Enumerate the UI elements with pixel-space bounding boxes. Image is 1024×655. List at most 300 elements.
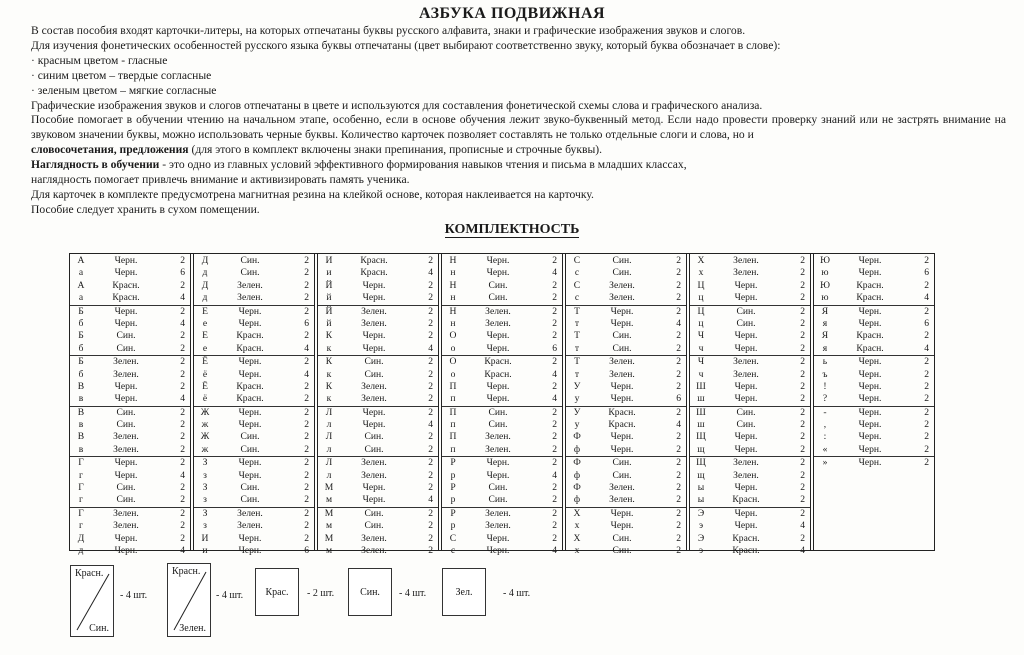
color-cell: Черн. xyxy=(486,532,510,544)
table-row xyxy=(318,482,438,494)
count-cell: 6 xyxy=(304,544,309,556)
letter-cell: Е xyxy=(202,330,208,342)
count-cell: 2 xyxy=(800,393,805,405)
letter-cell: х xyxy=(698,267,704,279)
color-cell: Син. xyxy=(612,255,632,266)
color-cell: Син. xyxy=(736,419,756,431)
table-row xyxy=(194,369,314,381)
count-cell: 4 xyxy=(552,267,557,279)
count-cell: 2 xyxy=(924,406,929,418)
color-cell: Черн. xyxy=(734,482,758,494)
letter-cell: П xyxy=(449,431,457,443)
count-cell: 2 xyxy=(304,443,309,455)
letter-cell: ё xyxy=(202,393,208,405)
table-row xyxy=(566,255,686,267)
count-cell: 2 xyxy=(304,469,309,481)
letter-cell: и xyxy=(326,267,332,279)
table-row xyxy=(318,533,438,545)
table-row xyxy=(70,533,190,545)
color-cell: Син. xyxy=(612,342,632,354)
letter-cell: б xyxy=(78,368,84,380)
color-cell: Зелен. xyxy=(113,507,139,519)
count-cell: 2 xyxy=(180,380,185,392)
count-cell: 4 xyxy=(180,544,185,556)
letter-cell: Ф xyxy=(573,457,581,469)
table-row xyxy=(690,520,810,532)
table-row xyxy=(70,330,190,342)
table-row xyxy=(70,355,190,368)
count-cell: 2 xyxy=(304,393,309,405)
intro-line: · зеленым цветом – мягкие согласные xyxy=(31,83,217,97)
letter-cell: з xyxy=(203,520,207,532)
table-column xyxy=(442,254,566,556)
table-row xyxy=(318,267,438,279)
letter-cell: О xyxy=(449,330,457,342)
table-row xyxy=(814,255,934,267)
table-row xyxy=(690,494,810,506)
color-cell: Черн. xyxy=(610,507,634,519)
color-cell: Красн. xyxy=(112,292,140,304)
table-row xyxy=(194,305,314,318)
letter-cell: Т xyxy=(574,330,580,342)
table-row xyxy=(814,419,934,431)
table-row xyxy=(318,406,438,419)
letter-cell: Р xyxy=(450,507,456,519)
color-cell: Черн. xyxy=(486,544,510,556)
count-cell: 2 xyxy=(552,330,557,342)
count-cell: 4 xyxy=(924,342,929,354)
count-cell: 2 xyxy=(304,406,309,418)
color-cell: Син. xyxy=(240,431,260,443)
count-cell: 2 xyxy=(428,469,433,481)
letter-cell: Ч xyxy=(697,330,705,342)
table-row xyxy=(814,431,934,443)
letter-cell: р xyxy=(450,520,456,532)
table-row xyxy=(566,520,686,532)
color-cell: Син. xyxy=(240,443,260,455)
count-cell: 2 xyxy=(924,305,929,317)
color-cell: Син. xyxy=(116,494,136,506)
count-cell: 2 xyxy=(428,406,433,418)
letter-cell: с xyxy=(574,267,580,279)
color-cell: Красн. xyxy=(608,419,636,431)
color-cell: Черн. xyxy=(734,279,758,291)
letter-cell: И xyxy=(201,532,209,544)
count-cell: 2 xyxy=(924,431,929,443)
card-quantity: - 4 шт. xyxy=(503,588,531,599)
color-cell: Син. xyxy=(488,494,508,506)
color-cell: Зелен. xyxy=(113,431,139,443)
count-cell: 2 xyxy=(428,368,433,380)
count-cell: 2 xyxy=(924,457,929,469)
letter-cell: х xyxy=(574,520,580,532)
table-row xyxy=(690,381,810,393)
count-cell: 4 xyxy=(428,419,433,431)
letter-cell: , xyxy=(823,419,827,431)
color-cell: Черн. xyxy=(858,380,882,392)
letter-cell: к xyxy=(326,368,332,380)
letter-cell: я xyxy=(822,317,828,329)
count-cell: 2 xyxy=(180,356,185,368)
color-cell: Черн. xyxy=(858,267,882,279)
letter-cell: з xyxy=(203,469,207,481)
intro-line: Пособие помогает в обучении чтению на начальном этапе, особенно, если в основе обучения лежит звуко-буквенный метод. Если надо провести проверку знаний или не застрять внимание на звуковом значении буквы, можно использовать черные буквы. Количество карточек позволяет составлять не только отдельные слоги и слова, но и xyxy=(31,113,1006,142)
color-cell: Зелен. xyxy=(609,279,635,291)
color-cell: Черн. xyxy=(858,443,882,455)
color-cell: Син. xyxy=(612,544,632,556)
color-cell: Черн. xyxy=(858,305,882,317)
letter-cell: а xyxy=(78,267,84,279)
table-row xyxy=(70,280,190,292)
color-cell: Зелен. xyxy=(485,317,511,329)
count-cell: 2 xyxy=(304,279,309,291)
color-cell: Черн. xyxy=(734,431,758,443)
table-row xyxy=(194,292,314,304)
letter-cell: И xyxy=(325,255,333,266)
letter-cell: М xyxy=(324,532,334,544)
table-row xyxy=(318,444,438,456)
count-cell: 2 xyxy=(676,267,681,279)
count-cell: 2 xyxy=(180,368,185,380)
color-cell: Черн. xyxy=(486,267,510,279)
color-cell: Красн. xyxy=(856,279,884,291)
color-cell: Зелен. xyxy=(733,368,759,380)
color-cell: Черн. xyxy=(238,356,262,368)
table-row xyxy=(690,545,810,557)
letter-cell: Ж xyxy=(200,406,210,418)
description-text xyxy=(31,24,1006,218)
table-column xyxy=(690,254,814,556)
count-cell: 2 xyxy=(180,482,185,494)
color-cell: Зелен. xyxy=(237,507,263,519)
letter-cell: б xyxy=(78,342,84,354)
table-row xyxy=(70,444,190,456)
count-cell: 4 xyxy=(924,292,929,304)
letter-cell: Р xyxy=(450,482,456,494)
table-row xyxy=(566,406,686,419)
color-cell: Зелен. xyxy=(361,457,387,469)
count-cell: 4 xyxy=(180,292,185,304)
table-row xyxy=(566,318,686,330)
table-row xyxy=(566,482,686,494)
letter-cell: э xyxy=(698,544,704,556)
count-cell: 2 xyxy=(304,419,309,431)
color-cell: Зелен. xyxy=(733,457,759,469)
letter-cell: ? xyxy=(822,393,828,405)
count-cell: 2 xyxy=(676,482,681,494)
table-row xyxy=(690,318,810,330)
card-label: Син. xyxy=(360,586,380,598)
color-cell: Черн. xyxy=(238,469,262,481)
count-cell: 4 xyxy=(552,544,557,556)
count-cell: 2 xyxy=(676,330,681,342)
table-row xyxy=(566,431,686,443)
letter-cell: Э xyxy=(697,532,705,544)
color-cell: Черн. xyxy=(114,317,138,329)
table-row xyxy=(442,369,562,381)
table-row xyxy=(442,255,562,267)
letter-cell: Ё xyxy=(202,356,208,368)
table-row xyxy=(690,280,810,292)
letter-cell: и xyxy=(202,544,208,556)
letter-cell: Ю xyxy=(820,255,830,266)
table-row xyxy=(566,444,686,456)
letter-cell: Ё xyxy=(202,380,208,392)
color-cell: Син. xyxy=(612,457,632,469)
table-row xyxy=(318,318,438,330)
letter-cell: ч xyxy=(698,342,704,354)
count-cell: 2 xyxy=(304,255,309,266)
color-cell: Красн. xyxy=(484,368,512,380)
letter-cell: Т xyxy=(574,305,580,317)
letter-cell: т xyxy=(574,368,580,380)
table-row xyxy=(194,330,314,342)
count-cell: 2 xyxy=(180,255,185,266)
table-row xyxy=(566,545,686,557)
count-cell: 2 xyxy=(304,532,309,544)
count-cell: 2 xyxy=(552,494,557,506)
letter-cell: ъ xyxy=(822,368,828,380)
card-green xyxy=(442,568,486,616)
count-cell: 2 xyxy=(676,469,681,481)
table-row xyxy=(318,292,438,304)
table-column xyxy=(70,254,194,556)
intro-line: Пособие следует хранить в сухом помещении. xyxy=(31,202,260,216)
count-cell: 2 xyxy=(304,482,309,494)
letter-cell: Р xyxy=(450,457,456,469)
table-row xyxy=(70,419,190,431)
color-cell: Син. xyxy=(364,356,384,368)
table-row xyxy=(70,545,190,557)
letter-cell: Х xyxy=(573,507,581,519)
letter-cell: р xyxy=(450,494,456,506)
color-cell: Черн. xyxy=(734,507,758,519)
count-cell: 2 xyxy=(428,457,433,469)
color-cell: Черн. xyxy=(238,532,262,544)
table-row xyxy=(70,507,190,520)
table-row xyxy=(318,494,438,506)
color-cell: Черн. xyxy=(114,255,138,266)
letter-cell: п xyxy=(450,419,456,431)
table-row xyxy=(442,406,562,419)
count-cell: 4 xyxy=(180,317,185,329)
intro-line xyxy=(31,143,1006,158)
count-cell: 2 xyxy=(676,380,681,392)
table-row xyxy=(318,507,438,520)
letter-cell: А xyxy=(77,279,85,291)
count-cell: 2 xyxy=(304,356,309,368)
count-cell: 2 xyxy=(428,393,433,405)
letter-cell: М xyxy=(324,482,334,494)
letter-cell: н xyxy=(450,292,456,304)
table-row xyxy=(442,482,562,494)
color-cell: Зелен. xyxy=(609,356,635,368)
count-cell: 2 xyxy=(800,469,805,481)
color-cell: Зелен. xyxy=(733,356,759,368)
table-row xyxy=(442,431,562,443)
letter-cell: ц xyxy=(698,292,704,304)
table-row xyxy=(194,431,314,443)
letter-cell: З xyxy=(202,457,208,469)
color-cell: Син. xyxy=(612,267,632,279)
letter-cell: ж xyxy=(201,443,209,455)
table-row xyxy=(318,355,438,368)
table-row xyxy=(70,456,190,469)
table-row xyxy=(690,456,810,469)
count-cell: 2 xyxy=(428,532,433,544)
count-cell: 2 xyxy=(180,457,185,469)
count-cell: 2 xyxy=(800,443,805,455)
table-row xyxy=(814,305,934,318)
count-cell: 2 xyxy=(676,532,681,544)
color-cell: Син. xyxy=(736,317,756,329)
table-row xyxy=(566,355,686,368)
letter-cell: щ xyxy=(697,443,705,455)
color-cell: Зелен. xyxy=(609,292,635,304)
color-cell: Красн. xyxy=(112,279,140,291)
color-cell: Зелен. xyxy=(237,520,263,532)
count-cell: 6 xyxy=(304,317,309,329)
letter-cell: З xyxy=(202,482,208,494)
card-quantity: - 4 шт. xyxy=(120,590,148,601)
card-blue xyxy=(348,568,392,616)
color-cell: Черн. xyxy=(362,342,386,354)
color-cell: Зелен. xyxy=(733,469,759,481)
color-cell: Черн. xyxy=(858,255,882,266)
count-cell: 2 xyxy=(428,305,433,317)
color-cell: Син. xyxy=(364,431,384,443)
table-row xyxy=(194,381,314,393)
table-row xyxy=(814,456,934,469)
color-cell: Син. xyxy=(240,494,260,506)
letter-cell: : xyxy=(823,431,827,443)
table-row xyxy=(318,456,438,469)
table-row xyxy=(194,533,314,545)
color-cell: Черн. xyxy=(734,342,758,354)
count-cell: 6 xyxy=(924,317,929,329)
contents-table xyxy=(69,253,935,556)
color-cell: Зелен. xyxy=(485,443,511,455)
color-cell: Черн. xyxy=(362,330,386,342)
color-cell: Зелен. xyxy=(485,305,511,317)
table-row xyxy=(318,280,438,292)
count-cell: 2 xyxy=(676,292,681,304)
letter-cell: Н xyxy=(449,279,457,291)
count-cell: 2 xyxy=(800,532,805,544)
count-cell: 2 xyxy=(924,255,929,266)
color-cell: Красн. xyxy=(732,532,760,544)
color-cell: Зелен. xyxy=(113,368,139,380)
letter-cell: Ч xyxy=(697,356,705,368)
count-cell: 2 xyxy=(304,380,309,392)
letter-cell: Т xyxy=(574,356,580,368)
table-row xyxy=(442,545,562,557)
letter-cell: к xyxy=(326,342,332,354)
letter-cell: В xyxy=(77,431,85,443)
count-cell: 2 xyxy=(552,317,557,329)
color-cell: Черн. xyxy=(486,330,510,342)
count-cell: 2 xyxy=(428,356,433,368)
color-cell: Черн. xyxy=(858,368,882,380)
letter-cell: ь xyxy=(822,356,828,368)
count-cell: 2 xyxy=(552,419,557,431)
table-row xyxy=(318,369,438,381)
table-row xyxy=(318,419,438,431)
count-cell: 4 xyxy=(180,393,185,405)
color-cell: Зелен. xyxy=(361,469,387,481)
table-column xyxy=(566,254,690,556)
color-cell: Черн. xyxy=(362,482,386,494)
color-cell: Черн. xyxy=(238,457,262,469)
letter-cell: Х xyxy=(697,255,705,266)
table-row xyxy=(442,533,562,545)
count-cell: 2 xyxy=(180,494,185,506)
count-cell: 2 xyxy=(800,482,805,494)
letter-cell: А xyxy=(77,255,85,266)
count-cell: 2 xyxy=(676,457,681,469)
color-cell: Черн. xyxy=(610,317,634,329)
table-row xyxy=(442,343,562,355)
color-cell: Син. xyxy=(116,482,136,494)
count-cell: 4 xyxy=(304,368,309,380)
table-row xyxy=(814,318,934,330)
letter-cell: я xyxy=(822,342,828,354)
letter-cell: Я xyxy=(821,330,829,342)
letter-cell: Н xyxy=(449,305,457,317)
color-cell: Син. xyxy=(488,406,508,418)
table-row xyxy=(690,507,810,520)
color-cell: Син. xyxy=(736,305,756,317)
color-cell: Красн. xyxy=(236,342,264,354)
color-cell: Син. xyxy=(736,406,756,418)
color-cell: Черн. xyxy=(486,342,510,354)
count-cell: 2 xyxy=(180,279,185,291)
color-cell: Зелен. xyxy=(361,393,387,405)
color-cell: Черн. xyxy=(734,393,758,405)
table-row xyxy=(318,305,438,318)
color-cell: Син. xyxy=(364,368,384,380)
section-heading-text: КОМПЛЕКТНОСТЬ xyxy=(444,222,580,237)
count-cell: 2 xyxy=(180,305,185,317)
letter-cell: п xyxy=(450,443,456,455)
color-cell: Черн. xyxy=(610,305,634,317)
letter-cell: О xyxy=(449,356,457,368)
letter-cell: Л xyxy=(325,431,333,443)
count-cell: 2 xyxy=(180,342,185,354)
color-cell: Красн. xyxy=(732,544,760,556)
letter-cell: г xyxy=(79,520,83,532)
table-row xyxy=(690,369,810,381)
count-cell: 2 xyxy=(428,292,433,304)
count-cell: 2 xyxy=(180,431,185,443)
count-cell: 2 xyxy=(800,356,805,368)
table-row xyxy=(690,482,810,494)
letter-cell: Г xyxy=(78,457,84,469)
color-cell: Зелен. xyxy=(237,292,263,304)
letter-cell: л xyxy=(326,443,332,455)
letter-cell: м xyxy=(325,544,333,556)
color-cell: Красн. xyxy=(856,292,884,304)
letter-cell: С xyxy=(573,279,581,291)
letter-cell: « xyxy=(822,443,828,455)
color-cell: Черн. xyxy=(858,457,882,469)
color-cell: Черн. xyxy=(734,380,758,392)
letter-cell: Д xyxy=(201,255,209,266)
intro-line: Для изучения фонетических особенностей русского языка буквы отпечатаны (цвет выбирают соответственно звуку, который буква обозначает в слове): xyxy=(31,38,781,52)
count-cell: 2 xyxy=(552,356,557,368)
count-cell: 2 xyxy=(552,305,557,317)
table-row xyxy=(690,393,810,405)
